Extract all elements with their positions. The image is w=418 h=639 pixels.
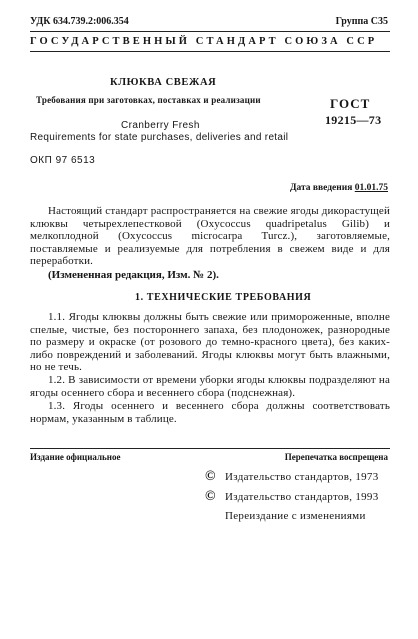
intro-text: Настоящий стандарт распространяется на свежие ягоды дикорастущей клюквы четырехлепестковой (Oxycoccus quadripetalus Gilib) и мелкоплодной (Oxycoccus microcarpa Turcz.), заготовляемые, поставляемые и реализуемые для потребления в свежем виде и для переработки. bbox=[30, 205, 390, 268]
clause-1-3 bbox=[30, 400, 390, 425]
copyright-line-1 bbox=[205, 469, 379, 485]
gost-label: ГОСТ bbox=[330, 96, 371, 111]
standard-band-rule bbox=[30, 51, 390, 52]
copyright-icon: © bbox=[205, 469, 216, 484]
udk-code: УДК 634.739.2:006.354 bbox=[30, 16, 129, 27]
standard-band-title: ГОСУДАРСТВЕННЫЙ СТАНДАРТ СОЮЗА ССР bbox=[30, 36, 378, 47]
document-title-ru: КЛЮКВА СВЕЖАЯ bbox=[110, 77, 217, 88]
clause-1-3-text: 1.3. Ягоды осеннего и весеннего сбора должны соответствовать нормам, указанным в таблице. bbox=[30, 400, 390, 425]
clause-1-2 bbox=[30, 374, 390, 399]
clause-1-1-text: 1.1. Ягоды клюквы должны быть свежие или примороженные, вполне спелые, чистые, без постороннего запаха, без плодоножек, разнородные по размеру и окраске (от розового до темно-красного цвета), без каких-либо повреждений и заболеваний. Ягоды клюквы могут быть влажными, но не течь. bbox=[30, 311, 390, 374]
reissue-note: Переиздание с изменениями bbox=[225, 510, 366, 522]
document-subtitle-en: Requirements for state purchases, deliveries and retail bbox=[30, 132, 289, 143]
section-title: 1. ТЕХНИЧЕСКИЕ ТРЕБОВАНИЯ bbox=[135, 292, 312, 303]
copyright-line-2 bbox=[205, 489, 379, 505]
copyright-1-text: Издательство стандартов, 1973 bbox=[225, 471, 379, 483]
gost-number: 19215—73 bbox=[325, 113, 382, 127]
intro-edition-note: (Измененная редакция, Изм. № 2). bbox=[48, 269, 219, 281]
okp-code: ОКП 97 6513 bbox=[30, 155, 96, 166]
clause-1-1 bbox=[30, 311, 390, 374]
official-edition-label: Издание официальное bbox=[30, 452, 121, 462]
effective-date-label: Дата введения bbox=[289, 183, 353, 193]
group-code: Группа С35 bbox=[335, 16, 388, 27]
footer-rule bbox=[30, 448, 390, 449]
document-subtitle-ru: Требования при заготовках, поставках и реализации bbox=[36, 95, 261, 105]
effective-date bbox=[290, 183, 388, 193]
clause-1-2-text: 1.2. В зависимости от времени уборки ягоды клюквы подразделяют на ягоды осеннего сбора и весеннего сбора (подснежная). bbox=[30, 374, 390, 399]
effective-date-value: 01.01.75 bbox=[354, 183, 388, 193]
top-rule bbox=[30, 31, 390, 32]
document-title-en: Cranberry Fresh bbox=[121, 120, 200, 131]
intro-paragraph bbox=[30, 205, 390, 268]
reprint-prohibited-label: Перепечатка воспрещена bbox=[284, 452, 388, 462]
copyright-2-text: Издательство стандартов, 1993 bbox=[225, 491, 379, 503]
copyright-icon: © bbox=[205, 489, 216, 504]
